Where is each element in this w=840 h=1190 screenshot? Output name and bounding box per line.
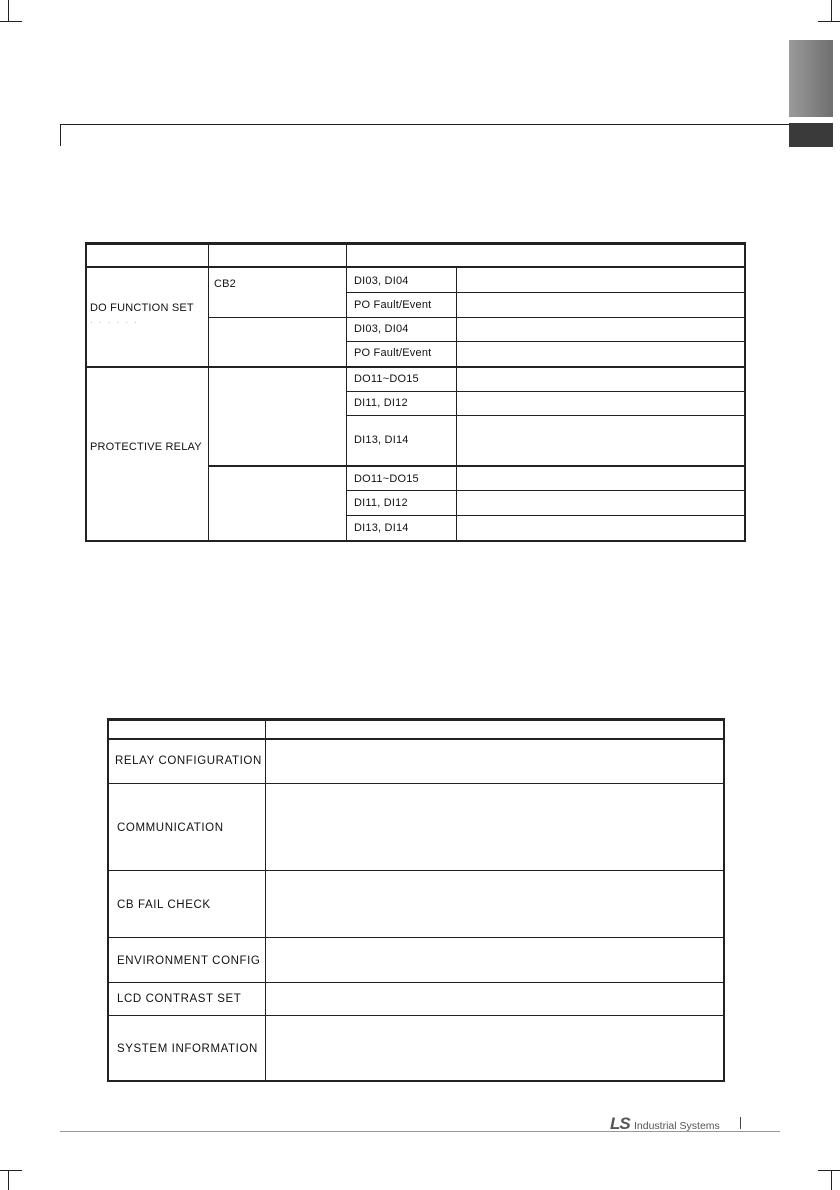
chapter-side-tab-marker [789, 123, 833, 147]
menu-item-label: SYSTEM INFORMATION [117, 1043, 258, 1055]
relay-io-label: DI11, DI12 [354, 497, 408, 509]
table1-col-divider-1 [208, 243, 209, 540]
footer-page-divider [740, 1117, 741, 1129]
crop-mark-top-right-h [818, 21, 840, 22]
crop-mark-bottom-left-v [8, 1170, 9, 1190]
table1-header-divider [86, 266, 745, 268]
relay-io-label: DI11, DI12 [354, 397, 408, 409]
table1-header-bar [85, 242, 746, 245]
chapter-side-tab [789, 40, 833, 117]
table2-row-line [108, 783, 724, 784]
table2-row-line [108, 937, 724, 938]
protective-relay-label: PROTECTIVE RELAY [90, 441, 202, 453]
relay-io-label: DI13, DI14 [354, 522, 409, 534]
menu-item-label: CB FAIL CHECK [117, 899, 211, 911]
table2-header-divider [108, 738, 724, 740]
menu-item-label: ENVIRONMENT CONFIG [117, 955, 261, 967]
table2-row-line [108, 1015, 724, 1016]
ls-logo-text: Industrial Systems [634, 1120, 720, 1132]
do-function-set-sublabel-faint: · · · · · · [90, 318, 140, 327]
table1-row-line [346, 292, 745, 293]
header-rule [60, 124, 789, 125]
do-input-label: PO Fault/Event [354, 299, 432, 311]
table1-frame [85, 242, 746, 542]
menu-item-label: COMMUNICATION [117, 822, 224, 834]
do-input-label: PO Fault/Event [354, 347, 432, 359]
ls-logo-mark: LS [610, 1114, 630, 1133]
table2-col-divider [265, 719, 266, 1080]
table1-section-line [86, 366, 745, 368]
relay-io-label: DI13, DI14 [354, 434, 409, 446]
crop-mark-bottom-right-v [831, 1170, 832, 1190]
relay-io-label: DO11~DO15 [354, 373, 419, 385]
menu-item-label: RELAY CONFIGURATION [115, 755, 262, 767]
do-input-label: DI03, DI04 [354, 323, 409, 335]
table1-row-line [346, 490, 745, 491]
crop-mark-bottom-right-h [818, 1170, 840, 1171]
crop-mark-top-right-v [831, 0, 832, 22]
table1-col-divider-3 [456, 267, 457, 540]
do-function-set-label: DO FUNCTION SET [90, 302, 194, 314]
do-input-label: DI03, DI04 [354, 275, 409, 287]
relay-io-label: DO11~DO15 [354, 473, 419, 485]
crop-mark-bottom-left-h [0, 1170, 22, 1171]
crop-mark-top-left-h [0, 21, 22, 22]
table1-row-line [208, 465, 745, 467]
table2-row-line [108, 870, 724, 871]
table1-row-line [346, 415, 745, 416]
table1-row-line [346, 391, 745, 392]
table2-row-line [108, 982, 724, 983]
cb2-label: CB2 [214, 278, 236, 290]
table1-row-line [346, 341, 745, 342]
menu-item-label: LCD CONTRAST SET [117, 993, 242, 1005]
table2-header-bar [107, 718, 725, 721]
table1-row-line [346, 515, 745, 516]
table1-row-line [208, 317, 745, 318]
header-rule-tick [60, 124, 61, 146]
crop-mark-top-left-v [8, 0, 9, 22]
